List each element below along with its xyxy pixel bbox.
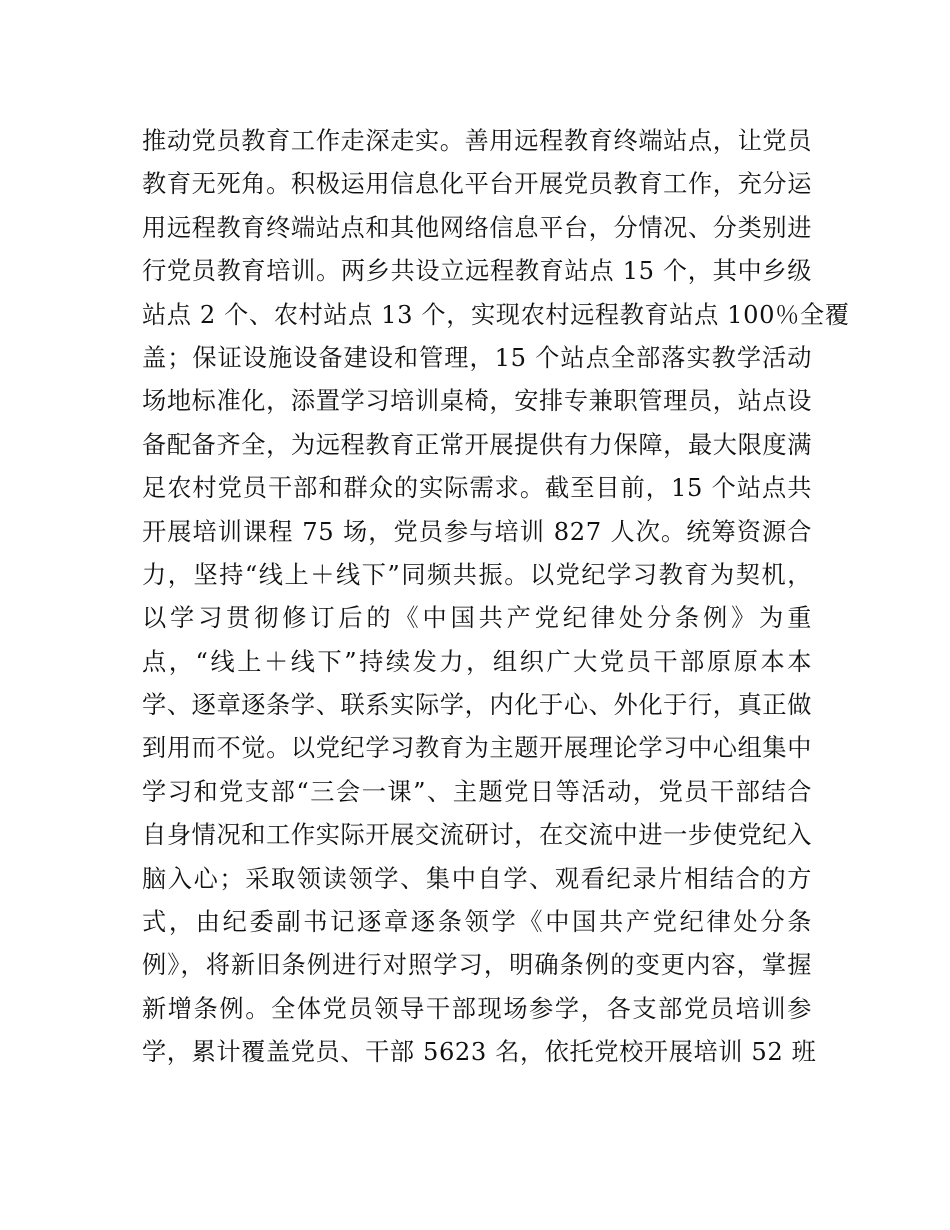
text-line: 学习和党支部“三会一课”、主题党日等活动，党员干部结合 [142, 777, 812, 806]
text-line: 例》，将新旧条例进行对照学习，明确条例的变更内容，掌握 [142, 951, 812, 980]
text-line: 站点 2 个、农村站点 13 个，实现农村远程教育站点 100％全覆 [142, 300, 850, 329]
text-line: 行党员教育培训。两乡共设立远程教育站点 15 个，其中乡级 [142, 257, 812, 286]
text-line: 以学习贯彻修订后的《中国共产党纪律处分条例》为重 [142, 604, 812, 633]
text-line: 力，坚持“线上＋线下”同频共振。以党纪学习教育为契机， [142, 560, 812, 589]
text-line: 新增条例。全体党员领导干部现场参学，各支部党员培训参 [142, 994, 812, 1023]
text-line: 备配备齐全，为远程教育正常开展提供有力保障，最大限度满 [142, 430, 812, 459]
text-line: 学、逐章逐条学、联系实际学，内化于心、外化于行，真正做 [142, 691, 812, 720]
text-line: 式，由纪委副书记逐章逐条领学《中国共产党纪律处分条 [142, 908, 812, 937]
text-line: 足农村党员干部和群众的实际需求。截至目前，15 个站点共 [142, 474, 812, 503]
text-line: 脑入心；采取领读领学、集中自学、观看纪录片相结合的方 [142, 864, 812, 893]
text-line: 盖；保证设施设备建设和管理，15 个站点全部落实教学活动 [142, 343, 812, 372]
text-line: 用远程教育终端站点和其他网络信息平台，分情况、分类别进 [142, 213, 812, 242]
text-line: 推动党员教育工作走深走实。善用远程教育终端站点，让党员 [142, 127, 812, 155]
body-paragraph [142, 120, 850, 1075]
text-line: 学，累计覆盖党员、干部 5623 名，依托党校开展培训 52 班 [142, 1038, 817, 1067]
text-line: 教育无死角。积极运用信息化平台开展党员教育工作，充分运 [142, 170, 812, 199]
text-line: 场地标准化，添置学习培训桌椅，安排专兼职管理员，站点设 [142, 387, 812, 416]
text-line: 开展培训课程 75 场，党员参与培训 827 人次。统筹资源合 [142, 517, 812, 546]
text-line: 自身情况和工作实际开展交流研讨，在交流中进一步使党纪入 [142, 821, 812, 850]
text-line: 到用而不觉。以党纪学习教育为主题开展理论学习中心组集中 [142, 734, 812, 763]
text-line: 点，“线上＋线下”持续发力，组织广大党员干部原原本本 [142, 647, 812, 676]
